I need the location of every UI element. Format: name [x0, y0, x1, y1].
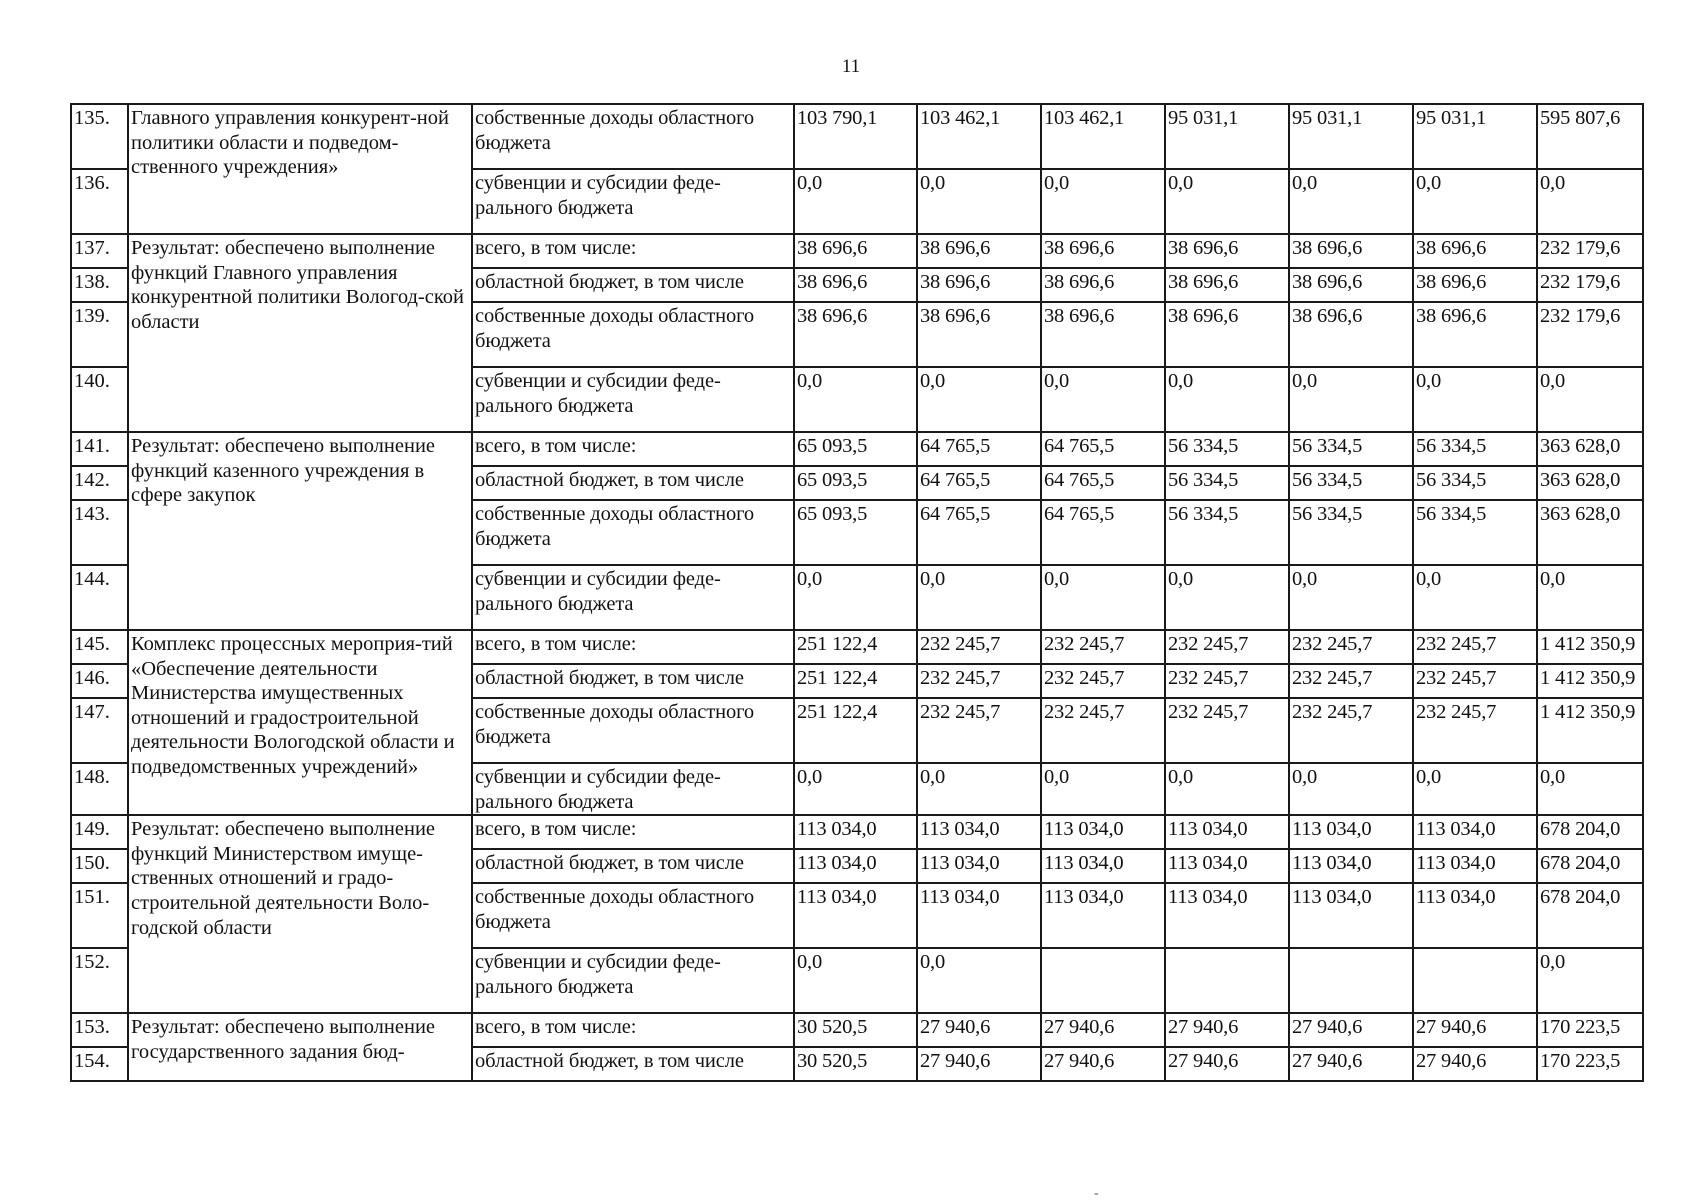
value-cell: 38 696,6	[917, 234, 1041, 268]
row-number: 150.	[71, 849, 128, 883]
total-cell: 363 628,0	[1537, 432, 1643, 466]
value-cell: 0,0	[1289, 763, 1413, 815]
value-cell: 38 696,6	[1413, 234, 1537, 268]
value-cell: 0,0	[1289, 169, 1413, 234]
value-cell: 103 462,1	[917, 104, 1041, 169]
row-number: 141.	[71, 432, 128, 466]
value-cell: 56 334,5	[1413, 432, 1537, 466]
funding-source: областной бюджет, в том числе	[472, 664, 794, 698]
total-cell: 363 628,0	[1537, 500, 1643, 565]
value-cell: 0,0	[1041, 565, 1165, 630]
funding-source: всего, в том числе:	[472, 630, 794, 664]
row-number: 143.	[71, 500, 128, 565]
value-cell: 0,0	[794, 367, 917, 432]
value-cell: 232 245,7	[1289, 698, 1413, 763]
row-number: 135.	[71, 104, 128, 169]
value-cell: 113 034,0	[794, 815, 917, 849]
value-cell: 0,0	[794, 948, 917, 1013]
row-number: 149.	[71, 815, 128, 849]
funding-source: собственные доходы областного бюджета	[472, 883, 794, 948]
value-cell: 232 245,7	[917, 630, 1041, 664]
value-cell: 113 034,0	[1289, 815, 1413, 849]
total-cell: 1 412 350,9	[1537, 698, 1643, 763]
value-cell	[1165, 948, 1289, 1013]
table-row	[71, 630, 1643, 664]
total-cell: 0,0	[1537, 367, 1643, 432]
value-cell: 0,0	[1413, 169, 1537, 234]
value-cell: 65 093,5	[794, 432, 917, 466]
value-cell: 113 034,0	[1165, 883, 1289, 948]
value-cell: 38 696,6	[1413, 268, 1537, 302]
row-number: 147.	[71, 698, 128, 763]
value-cell: 0,0	[917, 565, 1041, 630]
value-cell: 0,0	[1165, 565, 1289, 630]
value-cell: 232 245,7	[1041, 664, 1165, 698]
value-cell: 113 034,0	[1413, 815, 1537, 849]
value-cell: 232 245,7	[917, 664, 1041, 698]
group-description: Результат: обеспечено выполнение функций Главного управления конкурентной политики Вологод-ской области	[128, 234, 472, 432]
value-cell: 0,0	[1165, 367, 1289, 432]
value-cell: 38 696,6	[1041, 302, 1165, 367]
value-cell: 27 940,6	[1165, 1013, 1289, 1047]
funding-source: всего, в том числе:	[472, 815, 794, 849]
value-cell: 0,0	[1165, 169, 1289, 234]
value-cell	[1041, 948, 1165, 1013]
value-cell: 0,0	[794, 763, 917, 815]
value-cell: 113 034,0	[1041, 815, 1165, 849]
value-cell: 251 122,4	[794, 630, 917, 664]
value-cell: 113 034,0	[917, 849, 1041, 883]
value-cell: 103 462,1	[1041, 104, 1165, 169]
value-cell: 27 940,6	[1165, 1047, 1289, 1081]
value-cell: 232 245,7	[1041, 698, 1165, 763]
scan-mark: -	[1094, 1186, 1099, 1201]
table-row	[71, 815, 1643, 849]
table-row	[71, 1013, 1643, 1047]
value-cell: 0,0	[917, 169, 1041, 234]
row-number: 140.	[71, 367, 128, 432]
total-cell: 232 179,6	[1537, 302, 1643, 367]
value-cell: 113 034,0	[1165, 815, 1289, 849]
group-description: Результат: обеспечено выполнение функций казенного учреждения в сфере закупок	[128, 432, 472, 630]
value-cell: 27 940,6	[917, 1047, 1041, 1081]
value-cell: 232 245,7	[917, 698, 1041, 763]
table-row	[71, 104, 1643, 169]
value-cell: 27 940,6	[917, 1013, 1041, 1047]
group-description: Главного управления конкурент-ной политики области и подведом-ственного учреждения»	[128, 104, 472, 234]
value-cell: 38 696,6	[1413, 302, 1537, 367]
budget-table	[70, 103, 1644, 1082]
value-cell: 27 940,6	[1041, 1013, 1165, 1047]
funding-source: собственные доходы областного бюджета	[472, 698, 794, 763]
row-number: 144.	[71, 565, 128, 630]
value-cell: 113 034,0	[917, 815, 1041, 849]
row-number: 152.	[71, 948, 128, 1013]
row-number: 154.	[71, 1047, 128, 1081]
value-cell: 27 940,6	[1413, 1013, 1537, 1047]
row-number: 148.	[71, 763, 128, 815]
value-cell: 56 334,5	[1289, 466, 1413, 500]
row-number: 153.	[71, 1013, 128, 1047]
value-cell: 27 940,6	[1289, 1013, 1413, 1047]
value-cell: 56 334,5	[1165, 466, 1289, 500]
value-cell: 95 031,1	[1413, 104, 1537, 169]
table-row	[71, 432, 1643, 466]
group-description: Результат: обеспечено выполнение государственного задания бюд-	[128, 1013, 472, 1081]
value-cell: 113 034,0	[1413, 849, 1537, 883]
funding-source: субвенции и субсидии феде-рального бюджета	[472, 763, 794, 815]
value-cell: 38 696,6	[1165, 234, 1289, 268]
total-cell: 232 179,6	[1537, 234, 1643, 268]
value-cell: 38 696,6	[1289, 268, 1413, 302]
total-cell: 1 412 350,9	[1537, 630, 1643, 664]
value-cell: 64 765,5	[917, 466, 1041, 500]
group-description: Комплекс процессных мероприя-тий «Обеспечение деятельности Министерства имущественных отношений и градостроительной деятельности Вологодской области и подведомственных учреждений»	[128, 630, 472, 815]
value-cell: 95 031,1	[1165, 104, 1289, 169]
total-cell: 0,0	[1537, 565, 1643, 630]
value-cell: 38 696,6	[1041, 268, 1165, 302]
value-cell: 38 696,6	[1289, 234, 1413, 268]
value-cell	[1413, 948, 1537, 1013]
value-cell: 232 245,7	[1289, 630, 1413, 664]
value-cell: 251 122,4	[794, 698, 917, 763]
value-cell: 113 034,0	[1041, 849, 1165, 883]
value-cell: 113 034,0	[1413, 883, 1537, 948]
value-cell: 232 245,7	[1413, 664, 1537, 698]
value-cell: 103 790,1	[794, 104, 917, 169]
value-cell: 113 034,0	[917, 883, 1041, 948]
value-cell: 38 696,6	[1289, 302, 1413, 367]
value-cell: 64 765,5	[1041, 432, 1165, 466]
value-cell: 56 334,5	[1413, 466, 1537, 500]
total-cell: 1 412 350,9	[1537, 664, 1643, 698]
funding-source: областной бюджет, в том числе	[472, 268, 794, 302]
row-number: 145.	[71, 630, 128, 664]
value-cell: 0,0	[917, 948, 1041, 1013]
value-cell: 232 245,7	[1041, 630, 1165, 664]
value-cell: 113 034,0	[1289, 883, 1413, 948]
value-cell: 30 520,5	[794, 1047, 917, 1081]
value-cell: 56 334,5	[1289, 432, 1413, 466]
value-cell	[1289, 948, 1413, 1013]
value-cell: 251 122,4	[794, 664, 917, 698]
value-cell: 65 093,5	[794, 466, 917, 500]
total-cell: 363 628,0	[1537, 466, 1643, 500]
value-cell: 0,0	[917, 763, 1041, 815]
group-description: Результат: обеспечено выполнение функций Министерством имуще-ственных отношений и градо-строительной деятельности Воло-годской области	[128, 815, 472, 1013]
value-cell: 56 334,5	[1165, 500, 1289, 565]
funding-source: областной бюджет, в том числе	[472, 466, 794, 500]
funding-source: собственные доходы областного бюджета	[472, 302, 794, 367]
value-cell: 56 334,5	[1289, 500, 1413, 565]
value-cell: 0,0	[1041, 169, 1165, 234]
value-cell: 0,0	[1041, 367, 1165, 432]
row-number: 136.	[71, 169, 128, 234]
row-number: 137.	[71, 234, 128, 268]
funding-source: собственные доходы областного бюджета	[472, 500, 794, 565]
value-cell: 0,0	[794, 169, 917, 234]
row-number: 151.	[71, 883, 128, 948]
value-cell: 38 696,6	[1041, 234, 1165, 268]
value-cell: 38 696,6	[1165, 268, 1289, 302]
value-cell: 0,0	[1289, 565, 1413, 630]
total-cell: 0,0	[1537, 763, 1643, 815]
value-cell: 56 334,5	[1413, 500, 1537, 565]
total-cell: 0,0	[1537, 948, 1643, 1013]
value-cell: 95 031,1	[1289, 104, 1413, 169]
row-number: 138.	[71, 268, 128, 302]
total-cell: 678 204,0	[1537, 883, 1643, 948]
value-cell: 232 245,7	[1289, 664, 1413, 698]
value-cell: 38 696,6	[794, 234, 917, 268]
value-cell: 232 245,7	[1165, 664, 1289, 698]
value-cell: 0,0	[794, 565, 917, 630]
total-cell: 678 204,0	[1537, 815, 1643, 849]
value-cell: 232 245,7	[1413, 698, 1537, 763]
funding-source: всего, в том числе:	[472, 432, 794, 466]
value-cell: 64 765,5	[1041, 500, 1165, 565]
total-cell: 170 223,5	[1537, 1013, 1643, 1047]
value-cell: 38 696,6	[794, 268, 917, 302]
page-number: 11	[841, 56, 861, 77]
row-number: 146.	[71, 664, 128, 698]
value-cell: 0,0	[1413, 367, 1537, 432]
value-cell: 38 696,6	[917, 302, 1041, 367]
funding-source: субвенции и субсидии феде-рального бюджета	[472, 169, 794, 234]
value-cell: 27 940,6	[1041, 1047, 1165, 1081]
table-row	[71, 234, 1643, 268]
value-cell: 113 034,0	[1289, 849, 1413, 883]
row-number: 142.	[71, 466, 128, 500]
funding-source: субвенции и субсидии феде-рального бюджета	[472, 565, 794, 630]
total-cell: 595 807,6	[1537, 104, 1643, 169]
value-cell: 0,0	[1413, 763, 1537, 815]
funding-source: всего, в том числе:	[472, 234, 794, 268]
total-cell: 678 204,0	[1537, 849, 1643, 883]
value-cell: 38 696,6	[794, 302, 917, 367]
row-number: 139.	[71, 302, 128, 367]
funding-source: областной бюджет, в том числе	[472, 849, 794, 883]
value-cell: 232 245,7	[1165, 630, 1289, 664]
funding-source: субвенции и субсидии феде-рального бюджета	[472, 367, 794, 432]
value-cell: 64 765,5	[1041, 466, 1165, 500]
value-cell: 232 245,7	[1413, 630, 1537, 664]
value-cell: 65 093,5	[794, 500, 917, 565]
funding-source: всего, в том числе:	[472, 1013, 794, 1047]
value-cell: 64 765,5	[917, 432, 1041, 466]
value-cell: 64 765,5	[917, 500, 1041, 565]
value-cell: 113 034,0	[1041, 883, 1165, 948]
funding-source: субвенции и субсидии феде-рального бюджета	[472, 948, 794, 1013]
value-cell: 27 940,6	[1289, 1047, 1413, 1081]
value-cell: 38 696,6	[917, 268, 1041, 302]
value-cell: 30 520,5	[794, 1013, 917, 1047]
funding-source: областной бюджет, в том числе	[472, 1047, 794, 1081]
value-cell: 56 334,5	[1165, 432, 1289, 466]
total-cell: 232 179,6	[1537, 268, 1643, 302]
value-cell: 0,0	[1041, 763, 1165, 815]
value-cell: 0,0	[917, 367, 1041, 432]
total-cell: 0,0	[1537, 169, 1643, 234]
value-cell: 0,0	[1289, 367, 1413, 432]
value-cell: 232 245,7	[1165, 698, 1289, 763]
total-cell: 170 223,5	[1537, 1047, 1643, 1081]
value-cell: 0,0	[1165, 763, 1289, 815]
value-cell: 113 034,0	[794, 849, 917, 883]
value-cell: 113 034,0	[1165, 849, 1289, 883]
value-cell: 27 940,6	[1413, 1047, 1537, 1081]
value-cell: 113 034,0	[794, 883, 917, 948]
value-cell: 0,0	[1413, 565, 1537, 630]
value-cell: 38 696,6	[1165, 302, 1289, 367]
funding-source: собственные доходы областного бюджета	[472, 104, 794, 169]
